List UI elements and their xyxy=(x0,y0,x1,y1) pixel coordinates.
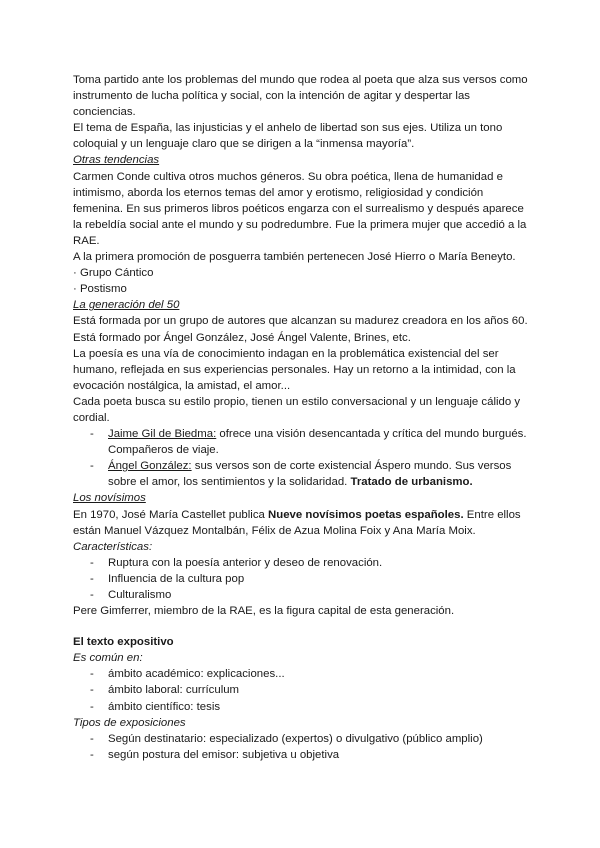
list-item xyxy=(73,555,533,571)
dash-bullet: - xyxy=(90,668,94,681)
dash-bullet: - xyxy=(90,572,94,585)
paragraph-carmen-conde: Carmen Conde cultiva otros muchos géneros. Su obra poética, llena de humanidad e intimismo, aborda los eternos temas del amor y erotismo, religiosidad y condición femenina. En sus primeros libros poéticos engarza con el surrealismo y después aparece la rebeldía social ante el mundo y su podredumbre. Fue la primera mujer que accedió a la RAE. xyxy=(73,170,527,247)
paragraph-poesia-social: Toma partido ante los problemas del mundo que rodea al poeta que alza sus versos como instrumento de lucha política y social, con la intención de agitar y despertar las conciencias. xyxy=(73,74,528,119)
dash-bullet: - xyxy=(90,460,94,473)
dash-bullet: - xyxy=(90,700,94,713)
comun-list xyxy=(73,666,533,714)
heading-novisimos: Los novísimos xyxy=(73,492,146,505)
heading-otras-tendencias: Otras tendencias xyxy=(73,154,160,167)
gen50-authors-list xyxy=(73,426,533,490)
novisimos-text-1: En 1970, José María Castellet publica xyxy=(73,508,269,521)
item-grupo-cantico: · Grupo Cántico xyxy=(73,267,154,280)
item-postismo: · Postismo xyxy=(73,283,127,296)
work-title-nueve-novisimos: Nueve novísimos poetas españoles. xyxy=(268,508,464,521)
dash-bullet: - xyxy=(90,589,94,601)
heading-texto-expositivo: El texto expositivo xyxy=(73,636,174,649)
paragraph-novisimos xyxy=(73,507,533,539)
list-item xyxy=(73,666,533,682)
paragraph-gen50-formada: Está formada por un grupo de autores que alcanzan su madurez creadora en los años 60. Está formado por Ángel González, José Ángel Valente, Brines, etc. xyxy=(73,315,528,344)
paragraph-gen50-poesia: La poesía es una vía de conocimiento indagan en la problemática existencial del ser humano, reflejada en sus experiencias personales. Hay un retorno a la intimidad, con la evocación nostálgica, la amistad, el amor... xyxy=(73,347,516,392)
label-es-comun: Es común en: xyxy=(73,652,143,665)
section-spacer xyxy=(73,619,533,634)
dash-bullet: - xyxy=(90,684,94,697)
dash-bullet: - xyxy=(90,556,94,569)
paragraph-tema-espana: El tema de España, las injusticias y el anhelo de libertad son sus ejes. Utiliza un tono coloquial y un lenguaje claro que se dirigen a la “inmensa mayoría”. xyxy=(73,122,503,151)
author-name-gil-de-biedma: Jaime Gil de Biedma: xyxy=(108,428,217,441)
list-item-text: Según destinatario: especializado (expertos) o divulgativo (público amplio) xyxy=(108,732,483,745)
list-item-text: Ruptura con la poesía anterior y deseo de renovación. xyxy=(108,556,383,569)
list-item xyxy=(73,571,533,587)
list-item xyxy=(73,682,533,698)
novisimos-text-2: Entre ellos están Manuel Vázquez Montalbán, Félix de Azua Molina Foix y Ana María Moix. xyxy=(73,508,521,537)
list-item-text: Culturalismo xyxy=(108,589,172,601)
list-item xyxy=(73,731,533,747)
paragraph-gimferrer: Pere Gimferrer, miembro de la RAE, es la figura capital de esta generación. xyxy=(73,605,455,618)
label-caracteristicas: Características: xyxy=(73,540,153,553)
list-item xyxy=(73,699,533,715)
dash-bullet: - xyxy=(90,748,94,761)
tipos-list xyxy=(73,731,533,763)
caracteristicas-list xyxy=(73,555,533,603)
list-item-text: ámbito académico: explicaciones... xyxy=(108,668,285,681)
author-text-angel-gonzalez: sus versos son de corte existencial Áspero mundo. Sus versos sobre el amor, los sentimientos y la solidaridad. xyxy=(108,460,512,489)
author-text-gil-de-biedma: ofrece una visión desencantada y crítica del mundo burgués. Compañeros de viaje. xyxy=(108,428,527,457)
list-item-text: ámbito laboral: currículum xyxy=(108,684,240,697)
heading-generacion-50: La generación del 50 xyxy=(73,299,180,312)
document-page xyxy=(73,72,533,763)
work-title-tratado-urbanismo: Tratado de urbanismo. xyxy=(350,476,473,489)
list-item-angel-gonzalez xyxy=(73,458,533,490)
list-item xyxy=(73,587,533,603)
list-item-gil-de-biedma xyxy=(73,426,533,458)
paragraph-primera-promocion: A la primera promoción de posguerra también pertenecen José Hierro o María Beneyto. xyxy=(73,251,516,264)
paragraph-gen50-estilo: Cada poeta busca su estilo propio, tienen un estilo conversacional y un lenguaje cálido y cordial. xyxy=(73,395,521,424)
list-item-text: Influencia de la cultura pop xyxy=(108,572,245,585)
list-item-text: según postura del emisor: subjetiva u objetiva xyxy=(108,748,340,761)
dash-bullet: - xyxy=(90,732,94,745)
label-tipos-exposiciones: Tipos de exposiciones xyxy=(73,716,186,729)
list-item-text: ámbito científico: tesis xyxy=(108,700,221,713)
list-item xyxy=(73,747,533,763)
dash-bullet: - xyxy=(90,428,94,441)
author-name-angel-gonzalez: Ángel González: xyxy=(108,460,192,473)
